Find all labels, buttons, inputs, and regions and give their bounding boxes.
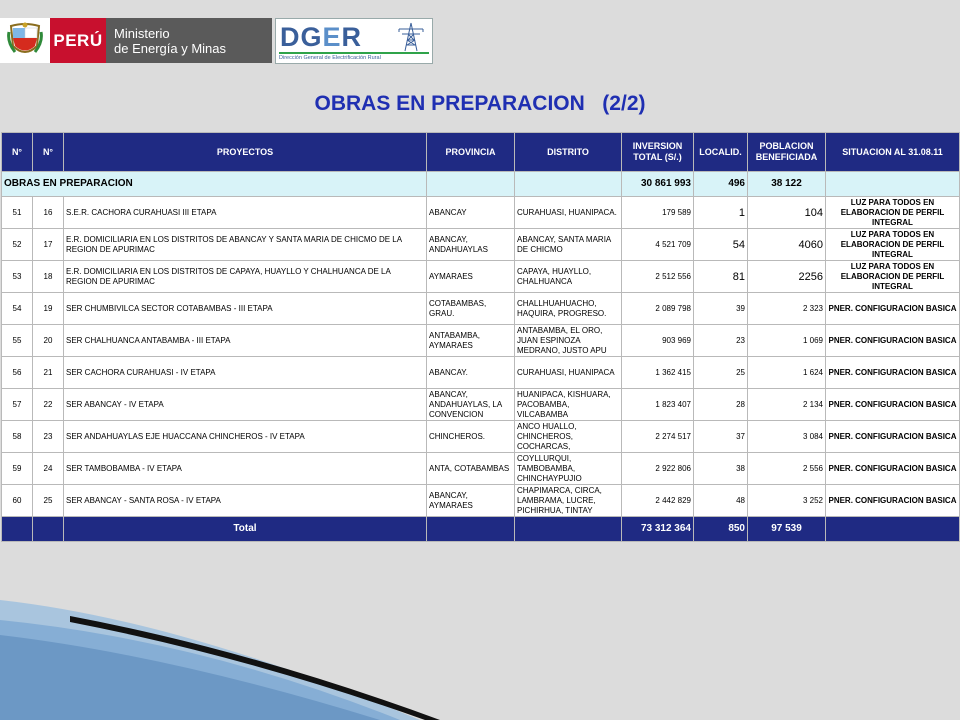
row-proyecto: SER CHUMBIVILCA SECTOR COTABAMBAS - III ETAPA [64, 293, 427, 325]
row-inversion: 2 512 556 [622, 261, 694, 293]
section-inversion: 30 861 993 [622, 172, 694, 197]
row-localid: 23 [694, 325, 748, 357]
section-label: OBRAS EN PREPARACION [2, 172, 427, 197]
row-inversion: 2 089 798 [622, 293, 694, 325]
row-distrito: CAPAYA, HUAYLLO, CHALHUANCA [515, 261, 622, 293]
row-poblacion: 2 556 [748, 453, 826, 485]
row-situacion: PNER. CONFIGURACION BASICA [826, 357, 960, 389]
row-provincia: ABANCAY, AYMARAES [427, 485, 515, 517]
row-situacion: LUZ PARA TODOS EN ELABORACION DE PERFIL INTEGRAL [826, 229, 960, 261]
row-provincia: AYMARAES [427, 261, 515, 293]
table-row [2, 453, 960, 485]
table-row [2, 485, 960, 517]
row-n1: 53 [2, 261, 33, 293]
row-inversion: 903 969 [622, 325, 694, 357]
row-proyecto: SER ANDAHUAYLAS EJE HUACCANA CHINCHEROS - IV ETAPA [64, 421, 427, 453]
row-poblacion: 3 252 [748, 485, 826, 517]
row-localid: 39 [694, 293, 748, 325]
row-situacion: PNER. CONFIGURACION BASICA [826, 389, 960, 421]
row-poblacion: 2256 [748, 261, 826, 293]
row-inversion: 2 274 517 [622, 421, 694, 453]
coat-of-arms-icon [0, 18, 50, 63]
row-localid: 28 [694, 389, 748, 421]
ministry-logo [0, 18, 272, 63]
total-inversion: 73 312 364 [622, 517, 694, 542]
row-provincia: ABANCAY [427, 197, 515, 229]
row-situacion: PNER. CONFIGURACION BASICA [826, 485, 960, 517]
row-proyecto: SER TAMBOBAMBA - IV ETAPA [64, 453, 427, 485]
section-row [2, 172, 960, 197]
table-row [2, 261, 960, 293]
table-row [2, 197, 960, 229]
power-tower-icon [394, 22, 428, 52]
row-localid: 54 [694, 229, 748, 261]
row-localid: 37 [694, 421, 748, 453]
row-n2: 20 [33, 325, 64, 357]
col-proyectos: PROYECTOS [64, 133, 427, 172]
table-row [2, 229, 960, 261]
row-n2: 21 [33, 357, 64, 389]
row-localid: 81 [694, 261, 748, 293]
row-proyecto: E.R. DOMICILIARIA EN LOS DISTRITOS DE CAPAYA, HUAYLLO Y CHALHUANCA DE LA REGION DE APURIMAC [64, 261, 427, 293]
col-situacion: SITUACION AL 31.08.11 [826, 133, 960, 172]
total-localid: 850 [694, 517, 748, 542]
col-distrito: DISTRITO [515, 133, 622, 172]
row-provincia: ABANCAY. [427, 357, 515, 389]
row-poblacion: 2 323 [748, 293, 826, 325]
row-n2: 19 [33, 293, 64, 325]
row-proyecto: SER ABANCAY - SANTA ROSA - IV ETAPA [64, 485, 427, 517]
row-provincia: ABANCAY, ANDAHUAYLAS [427, 229, 515, 261]
row-distrito: ABANCAY, SANTA MARIA DE CHICMO [515, 229, 622, 261]
col-localid: LOCALID. [694, 133, 748, 172]
table-row [2, 357, 960, 389]
row-inversion: 4 521 709 [622, 229, 694, 261]
row-n2: 17 [33, 229, 64, 261]
row-localid: 38 [694, 453, 748, 485]
row-localid: 1 [694, 197, 748, 229]
row-n1: 56 [2, 357, 33, 389]
col-inversion: INVERSION TOTAL (S/.) [622, 133, 694, 172]
col-poblacion: POBLACION BENEFICIADA [748, 133, 826, 172]
total-row [2, 517, 960, 542]
section-localid: 496 [694, 172, 748, 197]
row-provincia: ANTABAMBA, AYMARAES [427, 325, 515, 357]
table-row [2, 325, 960, 357]
col-n1: N° [2, 133, 33, 172]
table-header-row [2, 133, 960, 172]
row-situacion: PNER. CONFIGURACION BASICA [826, 421, 960, 453]
row-inversion: 1 362 415 [622, 357, 694, 389]
row-poblacion: 3 084 [748, 421, 826, 453]
ministry-line2: de Energía y Minas [114, 40, 227, 56]
row-provincia: ANTA, COTABAMBAS [427, 453, 515, 485]
projects-table [1, 132, 960, 542]
row-inversion: 179 589 [622, 197, 694, 229]
row-n2: 22 [33, 389, 64, 421]
row-n2: 25 [33, 485, 64, 517]
row-poblacion: 2 134 [748, 389, 826, 421]
row-proyecto: SER CHALHUANCA ANTABAMBA - III ETAPA [64, 325, 427, 357]
section-poblacion: 38 122 [748, 172, 826, 197]
row-proyecto: E.R. DOMICILIARIA EN LOS DISTRITOS DE ABANCAY Y SANTA MARIA DE CHICMO DE LA REGION DE APURIMAC [64, 229, 427, 261]
row-situacion: PNER. CONFIGURACION BASICA [826, 325, 960, 357]
row-inversion: 2 442 829 [622, 485, 694, 517]
row-n1: 60 [2, 485, 33, 517]
row-provincia: CHINCHEROS. [427, 421, 515, 453]
row-proyecto: S.E.R. CACHORA CURAHUASI III ETAPA [64, 197, 427, 229]
row-localid: 48 [694, 485, 748, 517]
row-n1: 54 [2, 293, 33, 325]
row-situacion: PNER. CONFIGURACION BASICA [826, 453, 960, 485]
row-n1: 51 [2, 197, 33, 229]
row-n2: 18 [33, 261, 64, 293]
dger-wordmark: DGER [280, 22, 363, 52]
table-row [2, 421, 960, 453]
row-poblacion: 104 [748, 197, 826, 229]
row-provincia: ABANCAY, ANDAHUAYLAS, LA CONVENCION [427, 389, 515, 421]
total-label: Total [64, 517, 427, 542]
row-proyecto: SER ABANCAY - IV ETAPA [64, 389, 427, 421]
row-provincia: COTABAMBAS, GRAU. [427, 293, 515, 325]
row-distrito: ANTABAMBA, EL ORO, JUAN ESPINOZA MEDRANO, JUSTO APU [515, 325, 622, 357]
row-n2: 16 [33, 197, 64, 229]
row-situacion: PNER. CONFIGURACION BASICA [826, 293, 960, 325]
ministry-name [106, 18, 272, 63]
row-proyecto: SER CACHORA CURAHUASI - IV ETAPA [64, 357, 427, 389]
row-situacion: LUZ PARA TODOS EN ELABORACION DE PERFIL INTEGRAL [826, 197, 960, 229]
total-poblacion: 97 539 [748, 517, 826, 542]
row-distrito: CURAHUASI, HUANIPACA [515, 357, 622, 389]
row-n1: 58 [2, 421, 33, 453]
row-distrito: CURAHUASI, HUANIPACA. [515, 197, 622, 229]
dger-subtitle: Dirección General de Electrificación Rural [279, 52, 429, 61]
decorative-swoosh [0, 580, 460, 720]
row-distrito: HUANIPACA, KISHUARA, PACOBAMBA, VILCABAMBA [515, 389, 622, 421]
row-distrito: CHAPIMARCA, CIRCA, LAMBRAMA, LUCRE, PICHIRHUA, TINTAY [515, 485, 622, 517]
col-provincia: PROVINCIA [427, 133, 515, 172]
row-inversion: 1 823 407 [622, 389, 694, 421]
col-n2: N° [33, 133, 64, 172]
row-poblacion: 1 069 [748, 325, 826, 357]
row-n1: 57 [2, 389, 33, 421]
row-poblacion: 1 624 [748, 357, 826, 389]
page-title: OBRAS EN PREPARACION (2/2) [314, 92, 646, 115]
row-n2: 23 [33, 421, 64, 453]
row-localid: 25 [694, 357, 748, 389]
row-n2: 24 [33, 453, 64, 485]
row-n1: 59 [2, 453, 33, 485]
row-distrito: COYLLURQUI, TAMBOBAMBA, CHINCHAYPUJIO [515, 453, 622, 485]
row-situacion: LUZ PARA TODOS EN ELABORACION DE PERFIL INTEGRAL [826, 261, 960, 293]
ministry-line1: Ministerio [114, 25, 170, 41]
row-n1: 52 [2, 229, 33, 261]
row-distrito: CHALLHUAHUACHO, HAQUIRA, PROGRESO. [515, 293, 622, 325]
peru-label: PERÚ [50, 18, 106, 63]
table-row [2, 293, 960, 325]
row-distrito: ANCO HUALLO, CHINCHEROS, COCHARCAS, [515, 421, 622, 453]
dger-logo [275, 18, 433, 64]
row-inversion: 2 922 806 [622, 453, 694, 485]
row-n1: 55 [2, 325, 33, 357]
table-row [2, 389, 960, 421]
row-poblacion: 4060 [748, 229, 826, 261]
